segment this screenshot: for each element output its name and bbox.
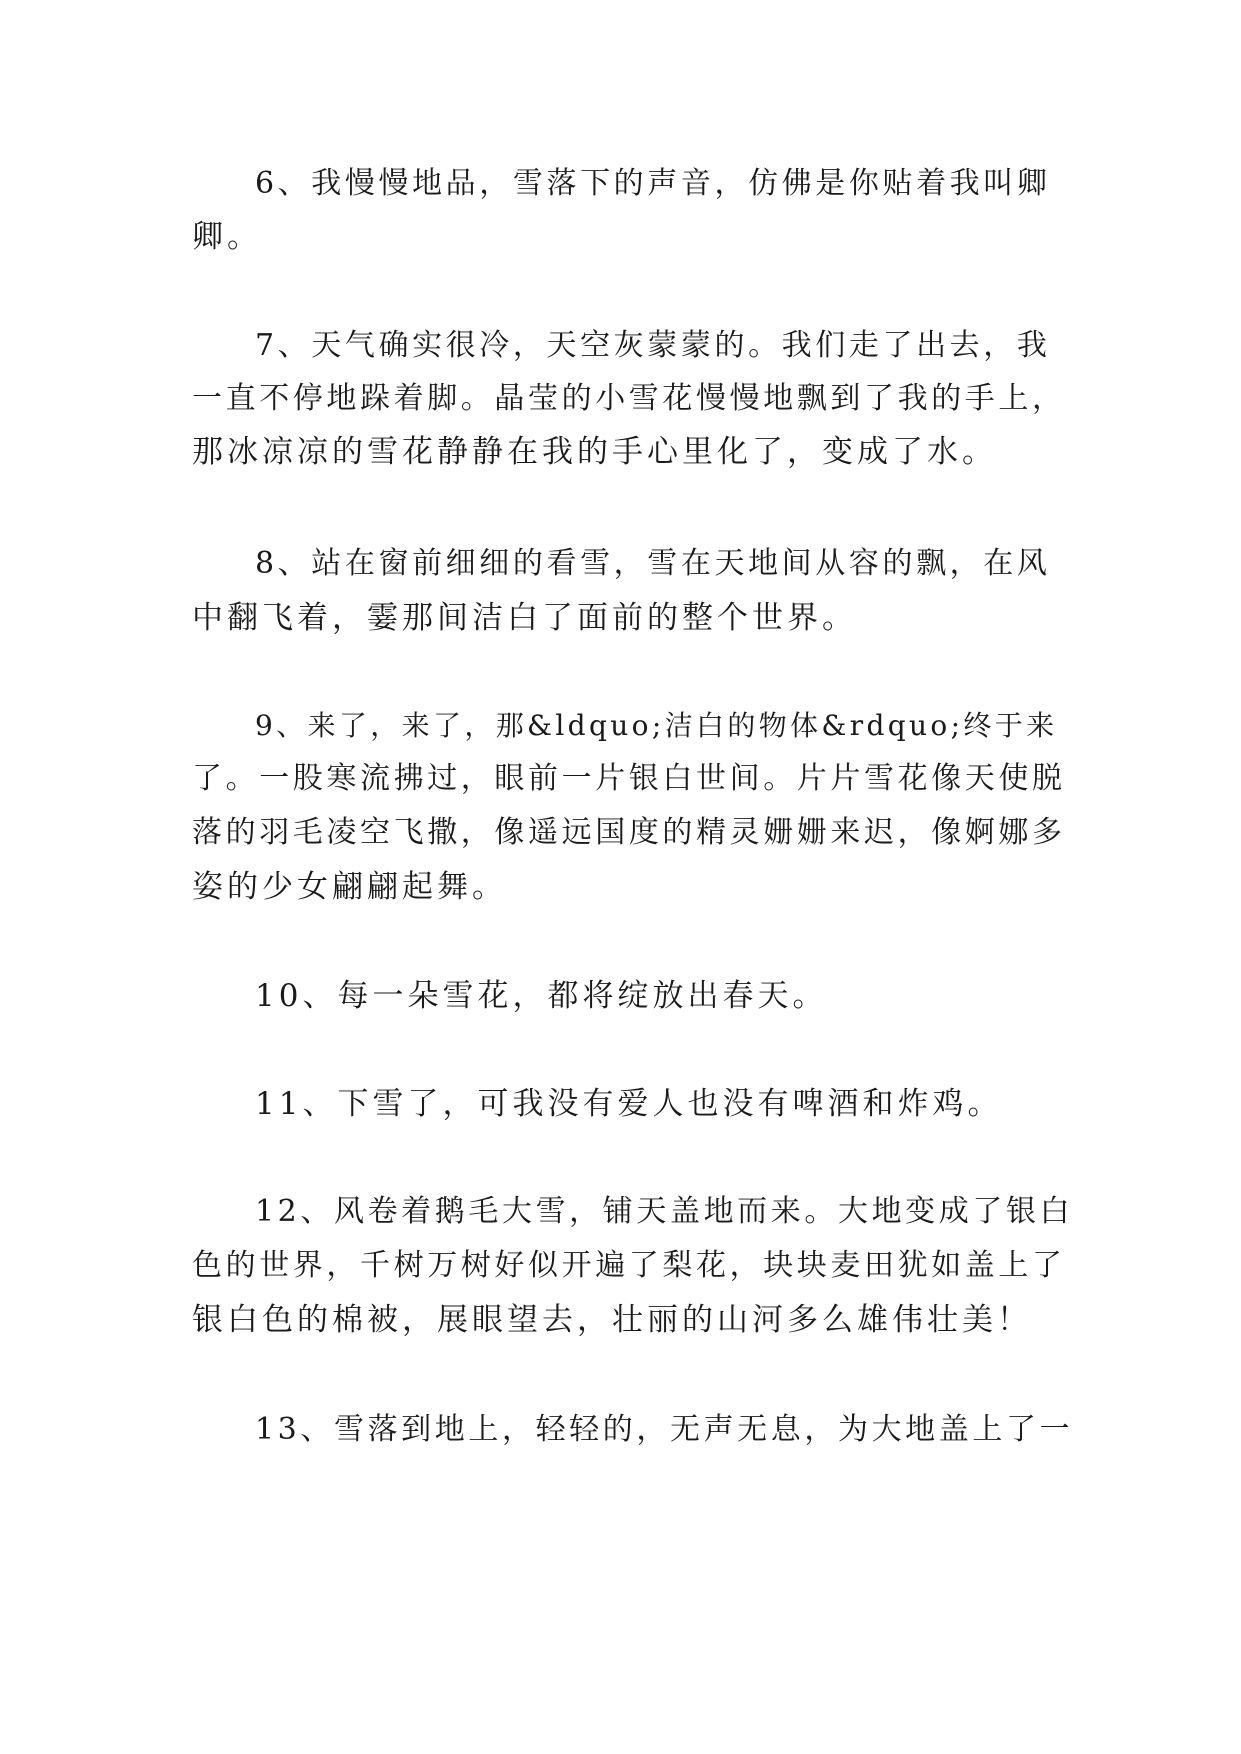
- text-line: 7、天气确实很冷，天空灰蒙蒙的。我们走了出去，我: [255, 328, 1051, 363]
- text-line: 姿的少女翩翩起舞。: [192, 869, 507, 905]
- text-line: 10、每一朵雪花，都将绽放出春天。: [255, 978, 828, 1014]
- text-line: 9、来了，来了，那&ldquo;洁白的物体&rdquo;终于来: [255, 709, 1058, 742]
- text-line: 一直不停地跺着脚。晶莹的小雪花慢慢地飘到了我的手上，: [192, 381, 1066, 416]
- text-line: 了。一股寒流拂过，眼前一片银白世间。片片雪花像天使脱: [192, 761, 1066, 796]
- text-line: 12、风卷着鹅毛大雪，铺天盖地而来。大地变成了银白: [255, 1194, 1074, 1229]
- text-line: 色的世界，千树万树好似开遍了梨花，块块麦田犹如盖上了: [192, 1248, 1066, 1283]
- text-line: 6、我慢慢地品，雪落下的声音，仿佛是你贴着我叫卿: [255, 166, 1051, 201]
- text-line: 那冰凉凉的雪花静静在我的手心里化了，变成了水。: [192, 434, 997, 470]
- text-line: 卿。: [192, 219, 262, 255]
- text-line: 中翻飞着，霎那间洁白了面前的整个世界。: [192, 600, 857, 636]
- text-line: 8、站在窗前细细的看雪，雪在天地间从容的飘，在风: [255, 546, 1051, 581]
- text-line: 11、下雪了，可我没有爱人也没有啤酒和炸鸡。: [255, 1086, 1003, 1122]
- text-line: 13、雪落到地上，轻轻的，无声无息，为大地盖上了一: [255, 1412, 1074, 1447]
- text-line: 落的羽毛凌空飞撒，像遥远国度的精灵姗姗来迟，像婀娜多: [192, 815, 1066, 850]
- text-line: 银白色的棉被，展眼望去，壮丽的山河多么雄伟壮美！: [192, 1302, 1032, 1338]
